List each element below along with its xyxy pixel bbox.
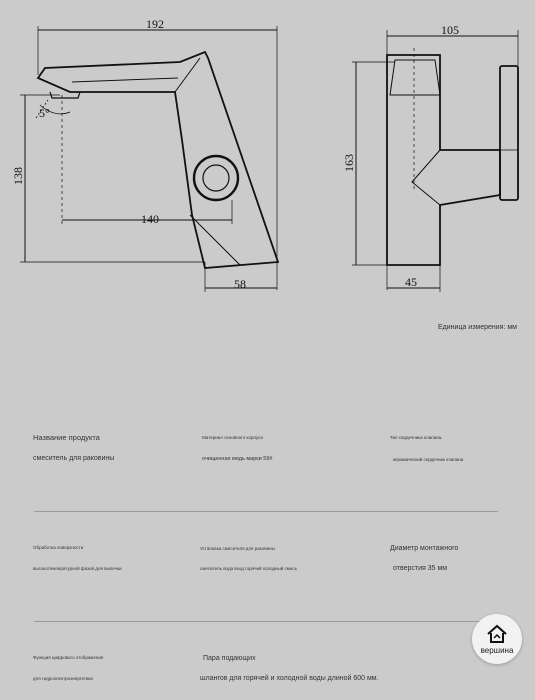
spec-label-body-material: Материал основного корпуса: [202, 435, 263, 440]
divider-1: [34, 511, 498, 512]
home-up-icon: [486, 624, 508, 644]
spec-value-product-name: смеситель для раковины: [33, 455, 115, 462]
dim-overall-length: 192: [146, 17, 164, 31]
spec-value-hoses: шлангов для горячей и холодной воды длиной 600 мм.: [200, 675, 379, 682]
spec-label-surface-finish: Обработка поверхности: [33, 545, 84, 550]
faucet-side-handle: [500, 66, 518, 200]
spec-value-hole-diameter: отверстия 35 мм: [393, 565, 448, 572]
spec-label-product-name: Название продукта: [33, 433, 100, 442]
dim-side-depth: 105: [441, 23, 459, 37]
dim-base-width: 58: [234, 277, 246, 291]
spec-value-digital-display: для гидроэлектроэнергетики: [33, 676, 93, 681]
spec-label-valve-core: Тип сердечника клапана.: [390, 435, 443, 440]
dim-height-to-spout: 138: [11, 167, 25, 185]
spec-value-body-material: очищенная медь марки 59#: [202, 456, 273, 462]
dim-side-height: 163: [342, 154, 356, 172]
dim-reach: 140: [141, 212, 159, 226]
faucet-handle-circle: [194, 156, 238, 200]
spec-value-installation: смеситель вода вход горячий холодный смесь: [200, 566, 297, 571]
dim-angle: 5°: [39, 106, 50, 120]
faucet-side-outline: [387, 55, 500, 265]
divider-2: [34, 621, 498, 622]
spec-label-hole-diameter: Диаметр монтажного: [390, 545, 459, 552]
spec-label-hoses: Пара подающих: [203, 655, 256, 662]
scroll-top-label: вершина: [480, 645, 514, 655]
dim-side-base: 45: [405, 275, 417, 289]
faucet-drawing-svg: [0, 0, 535, 300]
faucet-front-outline: [38, 52, 278, 268]
spec-label-digital-display: Функция цифрового отображения: [33, 655, 104, 660]
spec-value-surface-finish: высокотемпературной фазой для выпечки: [33, 566, 122, 571]
scroll-top-button[interactable]: [472, 614, 522, 664]
technical-drawing: [0, 0, 535, 300]
unit-note: Единица измерения: мм: [438, 324, 517, 331]
spec-label-installation: Установка смесителя для раковины: [200, 546, 275, 551]
spec-value-valve-core: керамический сердечник клапана: [393, 457, 464, 462]
